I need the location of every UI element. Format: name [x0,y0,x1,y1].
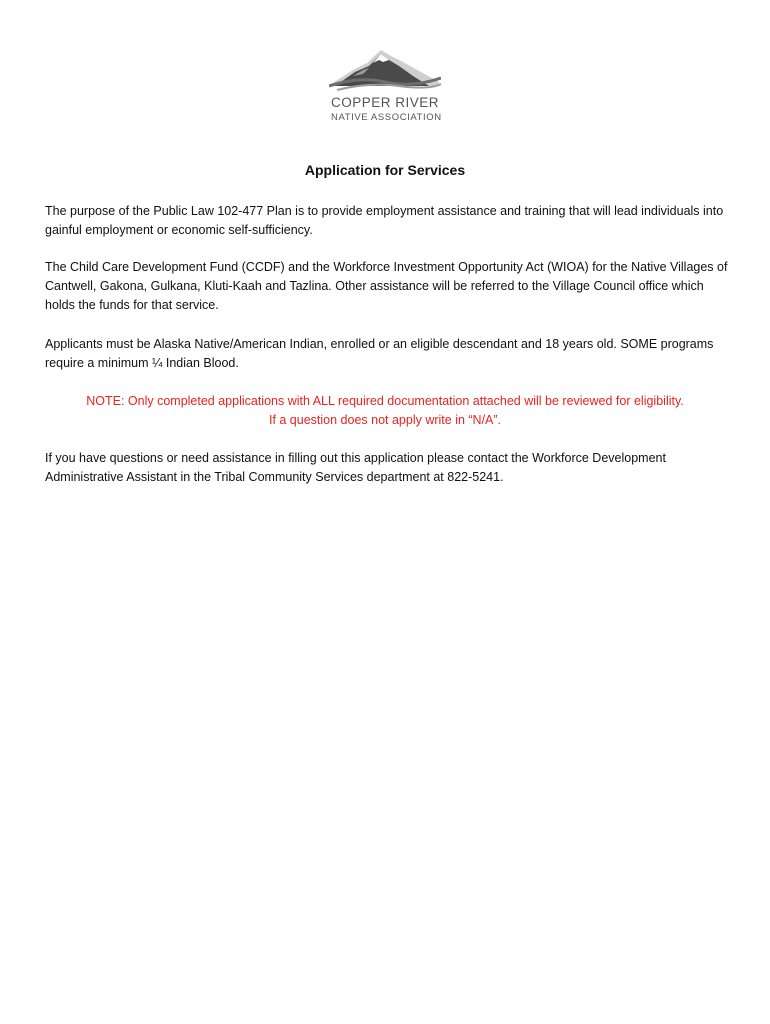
org-name-line2: NATIVE ASSOCIATION [331,112,442,123]
mountain-landscape-icon [329,46,441,94]
ccdf-wioa-paragraph: The Child Care Development Fund (CCDF) and the Workforce Investment Opportunity Act (WIOA) for the Native Villages of Cantwell, Gakona, Gulkana, Kluti-Kaah and Tazlina. Other assistance will be referred to the Village Council office which holds the funds for that service. [45,260,728,312]
eligibility-paragraph: Applicants must be Alaska Native/American Indian, enrolled or an eligible descendant and 18 years old. SOME programs require a minimum ¼ Indian Blood. [45,337,714,370]
contact-paragraph: If you have questions or need assistance in filling out this application please contact the Workforce Development Administrative Assistant in the Tribal Community Services department at 822-5241. [45,451,666,484]
organization-logo [325,46,445,126]
note-line-1: NOTE: Only completed applications with ALL required documentation attached will be reviewed for eligibility. [86,394,684,408]
page-title: Application for Services [304,162,466,178]
org-name-line1: COPPER RIVER [331,95,440,110]
note-line-2: If a question does not apply write in “N/A”. [268,413,502,427]
purpose-paragraph: The purpose of the Public Law 102-477 Plan is to provide employment assistance and training that will lead individuals into gainful employment or economic self-sufficiency. [45,204,724,237]
note-paragraph [35,392,735,430]
